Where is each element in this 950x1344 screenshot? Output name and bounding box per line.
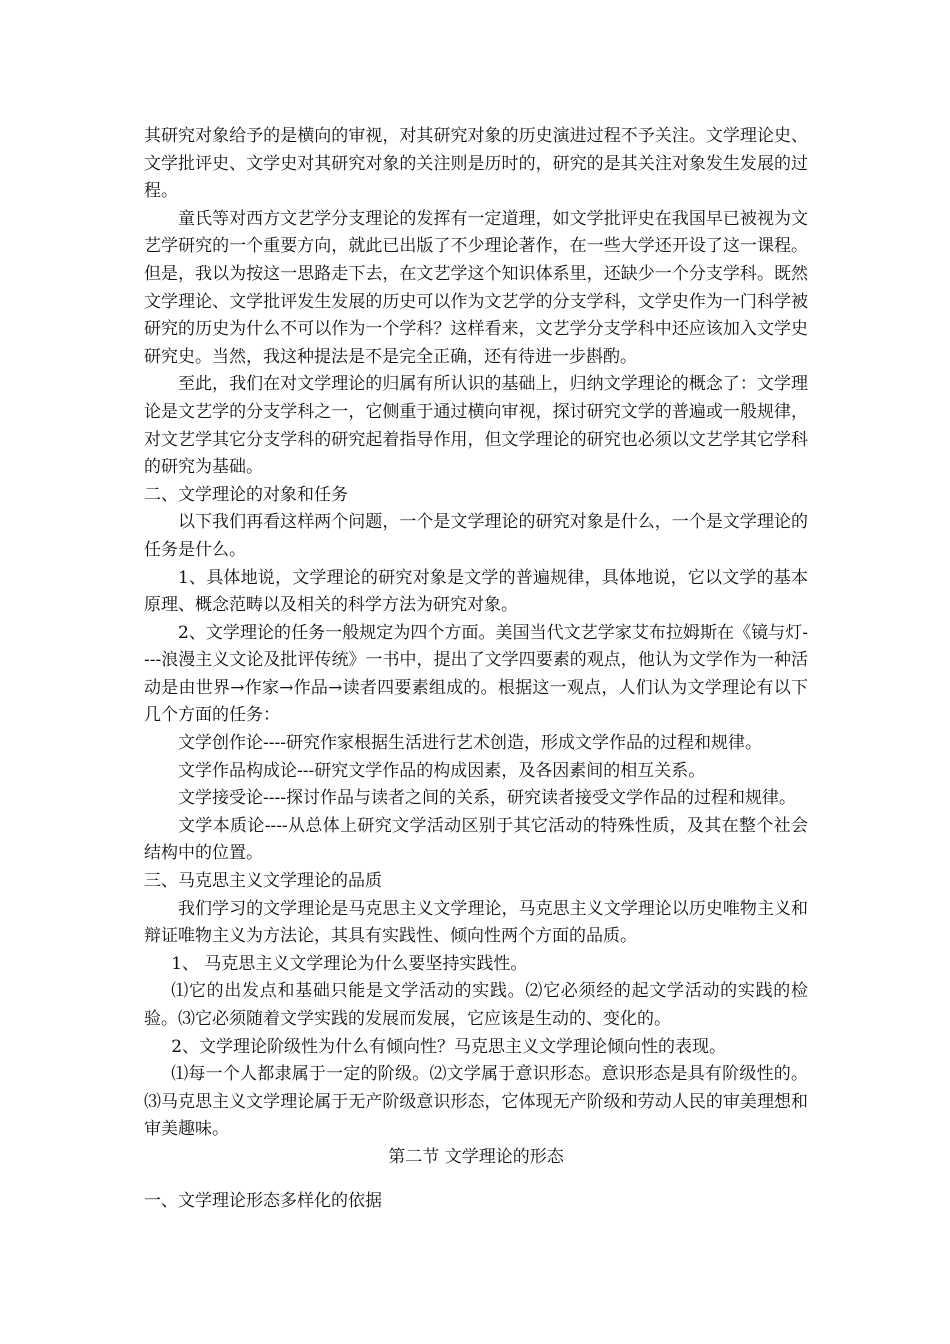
section-title: 第二节 文学理论的形态 [388,1146,564,1167]
paragraph-reception-theory: 文学接受论----探讨作品与读者之间的关系，研究读者接受文学作品的过程和规律。 [178,788,796,809]
paragraph-practicality-question: 1、 马克思主义文学理论为什么要坚持实践性。 [171,953,528,974]
paragraph-marxist-intro: 我们学习的文学理论是马克思主义文学理论，马克思主义文学理论以历史唯物主义和辩证唯物主义为方法论，其具有实践性、倾向性两个方面的品质。 [144,898,808,947]
paragraph-two-questions: 以下我们再看这样两个问题，一个是文学理论的研究对象是什么，一个是文学理论的任务是什么。 [144,512,808,560]
paragraph-research-object: 1、具体地说，文学理论的研究对象是文学的普遍规律，具体地说，它以文学的基本原理、概念范畴以及相关的科学方法为研究对象。 [144,567,808,616]
paragraph-creation-theory: 文学创作论----研究作家根据生活进行艺术创造，形成文学作品的过程和规律。 [178,733,762,754]
paragraph-four-tasks: 2、文学理论的任务一般规定为四个方面。美国当代文艺学家艾布拉姆斯在《镜与灯----浪漫主义文论及批评传统》一书中，提出了文学四要素的观点，他认为文学作为一种活动是由世界→作家→作品→读者四要素组成的。根据这一观点，人们认为文学理论有以下几个方面的任务： [144,622,808,726]
paragraph-practicality-points: ⑴它的出发点和基础只能是文学活动的实践。⑵它必须经的起文学活动的实践的检验。⑶它必须随着文学实践的发展而发展，它应该是生动的、变化的。 [144,981,808,1029]
paragraph-essence-theory: 文学本质论----从总体上研究文学活动区别于其它活动的特殊性质，及其在整个社会结构中的位置。 [144,815,808,864]
heading-marxist-quality: 三、马克思主义文学理论的品质 [144,871,382,892]
heading-forms-basis: 一、文学理论形态多样化的依据 [144,1190,382,1211]
document-body [144,123,808,1215]
paragraph-tendency-question: 2、文学理论阶级性为什么有倾向性？马克思主义文学理论倾向性的表现。 [171,1036,727,1057]
paragraph-concept-summary: 至此，我们在对文学理论的归属有所认识的基础上，归纳文学理论的概念了：文学理论是文艺学的分支学科之一，它侧重于通过横向审视，探讨研究文学的普遍或一般规律，对文艺学其它分支学科的研究起着指导作用，但文学理论的研究也必须以文艺学其它学科的研究为基础。 [144,374,808,478]
paragraph-tong-theory: 童氏等对西方文艺学分支理论的发挥有一定道理，如文学批评史在我国早已被视为文艺学研究的一个重要方向，就此已出版了不少理论著作，在一些大学还开设了这一课程。但是，我以为按这一思路走下去，在文艺学这个知识体系里，还缺少一个分支学科。既然文学理论、文学批评发生发展的历史可以作为文艺学的分支学科，文学史作为一门科学被研究的历史为什么不可以作为一个学科？这样看来，文艺学分支学科中还应该加入文学史研究史。当然，我这种提法是不是完全正确，还有待进一步斟酌。 [144,208,808,367]
heading-object-and-task: 二、文学理论的对象和任务 [144,484,348,505]
paragraph-work-composition-theory: 文学作品构成论---研究文学作品的构成因素，及各因素间的相互关系。 [178,760,706,781]
paragraph-tendency-points: ⑴每一个人都隶属于一定的阶级。⑵文学属于意识形态。意识形态是具有阶级性的。⑶马克思主义文学理论属于无产阶级意识形态，它体现无产阶级和劳动人民的审美理想和审美趣味。 [144,1064,808,1140]
paragraph-continued: 其研究对象给予的是横向的审视，对其研究对象的历史演进过程不予关注。文学理论史、文学批评史、文学史对其研究对象的关注则是历时的，研究的是其关注对象发生发展的过程。 [144,126,808,202]
